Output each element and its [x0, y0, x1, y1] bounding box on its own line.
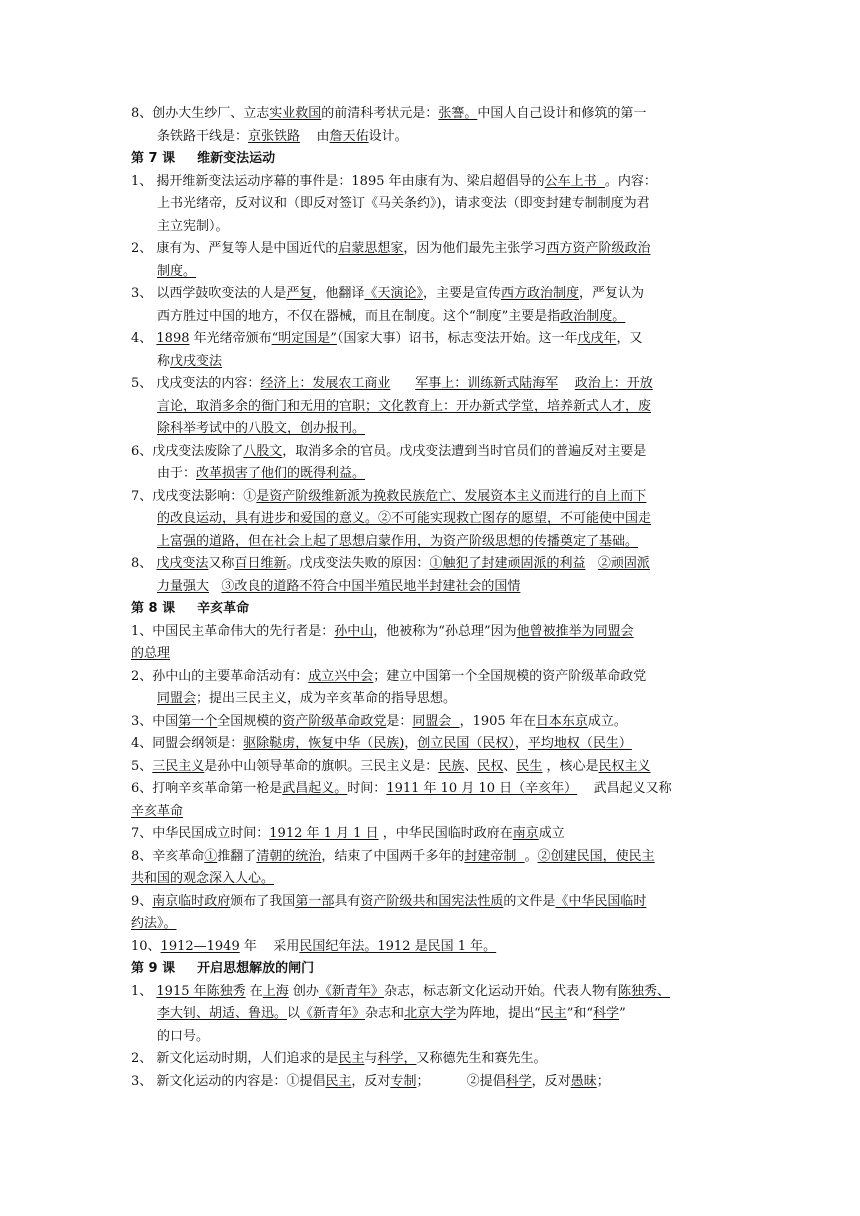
text-run: ，主要是宣传	[422, 286, 501, 301]
text-run: 1、 揭开维新变法运动序幕的事件是：1895 年由康有为、梁启超倡导的	[131, 173, 545, 189]
list-item	[131, 778, 732, 823]
text-line	[131, 621, 732, 644]
text-run: 由	[300, 128, 330, 144]
text-line	[131, 643, 732, 666]
underlined-answer: 驱除鞑虏，恢复中华（民族)	[243, 736, 405, 751]
lesson-number: 第 8 课	[131, 601, 176, 616]
lesson-heading	[131, 148, 732, 171]
text-run: 3、 以西学鼓吹变法的人是	[131, 286, 287, 301]
underlined-answer: 资产阶级革命政党	[282, 713, 387, 729]
list-item	[131, 238, 732, 283]
lesson-title: 辛亥革命	[197, 601, 250, 616]
text-line	[131, 778, 732, 801]
lesson-heading	[131, 958, 732, 981]
underlined-answer: 封建帝制	[464, 848, 525, 864]
underlined-answer: 民生	[516, 758, 543, 774]
underlined-answer: 民主	[338, 1051, 365, 1066]
text-line	[131, 823, 732, 846]
text-run: 6、打响辛亥革命第一枪是	[131, 781, 283, 796]
list-item	[131, 733, 732, 756]
underlined-answer: 的改良运动，具有进步和爱国的意义。②不可能实现救亡图存的愿望，不可能使中国走	[157, 511, 652, 526]
text-run: ”和“	[566, 1006, 594, 1021]
text-run: ，反对	[351, 1073, 391, 1089]
underlined-answer: 1911 年 10 月 10 日（辛亥年）	[386, 781, 578, 796]
text-run: 以	[287, 1006, 301, 1021]
text-run: 8、创办大生纱厂、立志	[131, 106, 270, 121]
text-run: （国家大事）诏书，标志变法开始。这一年	[336, 331, 578, 346]
list-item	[131, 486, 732, 554]
underlined-answer: 戊戌变法	[170, 353, 223, 369]
underlined-answer: 南京临时政府	[152, 893, 231, 909]
text-run: 8、辛亥革命	[131, 848, 205, 864]
text-run: 的文件是	[503, 893, 556, 909]
text-line	[131, 508, 732, 531]
list-item	[131, 553, 732, 598]
underlined-answer: 武昌起义。	[282, 781, 348, 796]
text-run: 是孙中山领导革命的旗帜。三民主义是：	[204, 758, 439, 774]
text-line	[131, 756, 732, 779]
underlined-answer: 民权	[477, 758, 504, 774]
underlined-answer: 经济上：发展农工商业	[260, 376, 391, 391]
text-line	[131, 486, 732, 509]
text-run	[558, 376, 575, 391]
text-line	[131, 846, 732, 869]
lesson-title: 维新变法运动	[197, 151, 276, 166]
text-run: 4、	[131, 331, 157, 346]
text-run: 7、中华民国成立时间：	[131, 826, 270, 841]
underlined-answer: 1898	[156, 331, 190, 346]
text-run: 由于：	[157, 466, 197, 481]
text-run: 2、孙中山的主要革命活动有：	[131, 668, 309, 684]
underlined-answer: 第一部	[295, 893, 335, 909]
underlined-answer: 民主	[325, 1073, 352, 1089]
underlined-answer: 除科举考试中的八股文，创办报刊。	[157, 421, 366, 436]
underlined-answer: 清朝的统治	[256, 848, 322, 864]
text-line	[131, 328, 732, 351]
text-run: 中国人自己设计和修筑的第一	[477, 106, 647, 121]
text-run: 主立宪制）。	[157, 218, 229, 234]
text-run: ，	[514, 736, 528, 751]
underlined-answer: 力量强大	[157, 578, 210, 594]
underlined-answer: 1912—1949	[160, 938, 240, 954]
text-line	[131, 981, 732, 1004]
underlined-answer: 民族	[438, 758, 465, 774]
text-line	[131, 216, 732, 239]
underlined-answer: 平均地权（民生）	[527, 736, 632, 751]
text-run: ，他被称为“孙总理”因为	[373, 623, 517, 639]
text-run: ；提出三民主义，成为辛亥革命的指导思想。	[196, 691, 457, 706]
text-line	[131, 463, 732, 486]
underlined-answer: 李大钊、胡适、鲁迅。	[157, 1006, 288, 1021]
text-run: 成立	[538, 826, 565, 841]
text-run: 。内容：	[604, 173, 657, 189]
text-line	[131, 666, 732, 689]
text-line	[131, 1026, 732, 1049]
underlined-answer: 言论，取消多余的衙门和无用的官职；文化教育上：开办新式学堂，培养新式人才，废	[157, 398, 652, 414]
text-line	[131, 1048, 732, 1071]
text-run: 1、	[131, 983, 157, 999]
text-run: 。	[524, 848, 538, 864]
text-run: 杂志和	[365, 1006, 405, 1021]
text-line	[131, 1071, 732, 1094]
text-run: 8、	[131, 556, 157, 571]
text-run: ，又	[616, 331, 643, 346]
underlined-answer: 詹天佑	[329, 128, 369, 144]
text-line	[131, 733, 732, 756]
text-run: 5、	[131, 758, 153, 774]
text-line	[131, 913, 732, 936]
text-run: 3、 新文化运动的内容是：①提倡	[131, 1073, 326, 1089]
underlined-answer: 孙中山	[334, 623, 374, 639]
text-run	[585, 556, 597, 571]
underlined-answer: 戊戌年	[577, 331, 617, 346]
text-line	[131, 441, 732, 464]
text-line	[131, 1003, 732, 1026]
text-line	[131, 103, 732, 126]
underlined-answer: 军事上：训练新式陆海军	[415, 376, 559, 391]
text-run: 、	[503, 758, 517, 774]
list-item	[131, 711, 732, 734]
text-run: 成立。	[587, 713, 627, 729]
text-line	[131, 531, 732, 554]
text-line	[131, 396, 732, 419]
underlined-answer: 民权主义	[598, 758, 651, 774]
list-item	[131, 103, 732, 148]
underlined-answer: 民国纪年法。1912 是民国 1 年。	[299, 938, 497, 954]
underlined-answer: 他曾被推举为同盟会	[516, 623, 634, 639]
underlined-answer: 京张铁路	[248, 128, 301, 144]
text-line	[131, 306, 732, 329]
text-line	[131, 936, 732, 959]
text-run: 推翻了	[217, 848, 257, 864]
underlined-answer: 陈独秀、	[617, 983, 670, 999]
text-line	[131, 576, 732, 599]
text-run: ； ②提倡	[416, 1073, 506, 1089]
underlined-answer: 制度。	[157, 263, 197, 279]
underlined-answer: 《中华民国临时	[555, 893, 647, 909]
text-line	[131, 801, 732, 824]
text-run: 又称	[208, 556, 235, 571]
list-item	[131, 441, 732, 486]
underlined-answer: 启蒙思想家	[338, 241, 404, 256]
underlined-answer: 愚昧	[570, 1073, 597, 1089]
text-run: ，他翻译	[312, 286, 365, 301]
underlined-answer: 《新青年》	[300, 1006, 366, 1021]
text-run: ，反对	[531, 1073, 571, 1089]
text-run: 杂志，标志新文化运动开始。代表人物有	[383, 983, 618, 999]
text-run: ，	[404, 736, 418, 751]
text-run: 4、同盟会纲领是：	[131, 736, 244, 751]
text-line	[131, 261, 732, 284]
underlined-answer: 三民主义	[152, 758, 205, 774]
text-run: 设计。	[368, 128, 408, 144]
underlined-answer: ②顽固派	[597, 556, 650, 571]
text-line	[131, 126, 732, 149]
underlined-answer: 科学，	[377, 1051, 417, 1066]
text-run: 9、	[131, 893, 153, 909]
underlined-answer: 西方政治制度	[500, 286, 579, 301]
underlined-answer: 同盟会	[157, 691, 197, 706]
text-run	[390, 376, 415, 391]
text-run: 上书光绪帝，反对议和（即反对签订《马关条约》)，请求变法（即变封建专制制度为君	[157, 196, 650, 211]
underlined-answer: 西方资产阶级政治	[546, 241, 651, 256]
text-line	[131, 418, 732, 441]
text-run: ，核心是	[542, 758, 599, 774]
text-run: ；	[596, 1073, 610, 1089]
list-item	[131, 283, 732, 328]
underlined-answer: 南京	[512, 826, 539, 841]
underlined-answer: 第一个	[178, 713, 218, 729]
text-run: ”	[619, 1006, 626, 1021]
text-run: 武昌起义又称	[577, 781, 672, 796]
underlined-answer: 上海	[262, 983, 289, 999]
underlined-answer: 的总理	[131, 646, 171, 661]
underlined-answer: 政治制度。	[560, 308, 626, 324]
text-run: 颁布了我国	[230, 893, 296, 909]
underlined-answer: 戊戌变法	[156, 556, 209, 571]
text-run	[209, 579, 221, 594]
text-line	[131, 238, 732, 261]
underlined-answer: 日本东京	[535, 713, 588, 729]
underlined-answer: ①	[204, 848, 218, 864]
underlined-answer: 实业救国	[269, 106, 322, 121]
underlined-answer: 科学	[593, 1006, 620, 1021]
text-run: ，1905 年在	[459, 713, 536, 729]
lesson-heading	[131, 598, 732, 621]
text-run: 5、 戊戌变法的内容：	[131, 376, 261, 391]
text-run: 是：	[386, 713, 413, 729]
text-run: 的前清科考状元是：	[321, 106, 439, 121]
text-run: 为阵地，提出“	[456, 1006, 541, 1021]
text-run: 10、	[131, 938, 161, 954]
underlined-answer: 创立民国（民权）	[417, 736, 515, 751]
list-item	[131, 846, 732, 891]
text-run: 7、戊戌变法影响：①	[131, 488, 257, 504]
underlined-answer: 科学	[505, 1073, 532, 1089]
text-run: ，取消多余的官员。戊戌变法遭到当时官员们的普遍反对主要是	[282, 443, 647, 459]
text-run: 全国规模的	[217, 713, 283, 729]
list-item	[131, 756, 732, 779]
underlined-answer: 百日维新	[234, 556, 287, 571]
list-item	[131, 621, 732, 666]
underlined-answer: 同盟会	[412, 713, 460, 729]
list-item	[131, 666, 732, 711]
underlined-answer: ②创建民国，使民主	[537, 848, 655, 864]
underlined-answer: 政治上：开放	[574, 376, 653, 391]
text-run: 创办	[288, 983, 319, 999]
underlined-answer: 改革损害了他们的既得利益。	[196, 466, 366, 481]
underlined-answer: 民主	[540, 1006, 567, 1021]
underlined-answer: 辛亥革命	[131, 803, 184, 819]
underlined-answer: 是资产阶级维新派为挽救民族危亡、发展资本主义而进行的自上而下	[256, 488, 647, 504]
text-line	[131, 193, 732, 216]
text-run: ，结束了中国两千多年的	[321, 848, 465, 864]
text-line	[131, 868, 732, 891]
underlined-answer: 专制	[390, 1073, 417, 1089]
text-run: 。戊戌变法失败的原因：	[286, 556, 430, 571]
text-run: 1、中国民主革命伟大的先行者是：	[131, 623, 335, 639]
underlined-answer: 上富强的道路，但在社会上起了思想启蒙作用，为资产阶级思想的传播奠定了基础。	[157, 533, 639, 549]
text-line	[131, 711, 732, 734]
list-item	[131, 936, 732, 959]
underlined-answer: ③改良的道路不符合中国半殖民地半封建社会的国情	[221, 578, 521, 594]
text-run: 西方胜过中国的地方，不仅在器械，而且在制度。这个“制度”主要是指	[157, 308, 561, 324]
text-run: 2、 新文化运动时期，人们追求的是	[131, 1051, 339, 1066]
list-item	[131, 823, 732, 846]
text-run: 与	[364, 1051, 378, 1066]
text-line	[131, 373, 732, 396]
text-line	[131, 891, 732, 914]
text-run: 、	[464, 758, 478, 774]
lesson-number: 第 9 课	[131, 961, 176, 976]
list-item	[131, 1071, 732, 1094]
underlined-answer: ①触犯了封建顽固派的利益	[429, 556, 586, 571]
list-item	[131, 891, 732, 936]
text-run: 2、 康有为、严复等人是中国近代的	[131, 241, 339, 256]
text-run: 称	[157, 353, 171, 369]
underlined-answer: 共和国的观念深入人心。	[131, 871, 275, 886]
text-run: 时间：	[347, 781, 387, 796]
text-run: 又称德先生和赛先生。	[416, 1051, 547, 1066]
underlined-answer: 约法》。	[131, 916, 177, 931]
text-run: ；建立中国第一个全国规模的资产阶级革命政党	[373, 668, 647, 684]
list-item	[131, 373, 732, 441]
text-line	[131, 688, 732, 711]
underlined-answer: 成立兴中会	[308, 668, 374, 684]
text-run: 年光绪帝颁布	[189, 331, 272, 346]
lesson-title: 开启思想解放的闸门	[197, 961, 315, 976]
underlined-answer: 北京大学	[404, 1006, 457, 1021]
text-run: 6、戊戌变法废除了	[131, 443, 244, 459]
text-line	[131, 351, 732, 374]
text-run: 的口号。	[157, 1028, 210, 1044]
list-item	[131, 981, 732, 1049]
underlined-answer: 资产阶级共和国宪法性质	[360, 893, 504, 909]
lesson-number: 第 7 课	[131, 151, 176, 166]
text-run: ，中华民国临时政府在	[378, 826, 513, 841]
text-line	[131, 171, 732, 194]
underlined-answer: 《天演论》	[364, 286, 423, 301]
text-line	[131, 283, 732, 306]
text-run: ，严复认为	[578, 286, 644, 301]
text-line	[131, 553, 732, 576]
underlined-answer: 《新青年》	[318, 983, 384, 999]
list-item	[131, 171, 732, 239]
underlined-answer: 1912 年 1 月 1 日	[269, 826, 379, 841]
list-item	[131, 328, 732, 373]
list-item	[131, 1048, 732, 1071]
underlined-answer: 1915 年陈独秀	[156, 983, 246, 999]
underlined-answer: 严复	[286, 286, 313, 301]
text-run: 条铁路干线是：	[157, 128, 249, 144]
underlined-answer: 公车上书	[544, 173, 605, 189]
text-run: 在	[245, 983, 263, 999]
underlined-answer: “明定国是”	[271, 331, 337, 346]
text-run: 3、中国	[131, 713, 179, 729]
text-run: ，因为他们最先主张学习	[403, 241, 547, 256]
underlined-answer: 张謇。	[438, 106, 478, 121]
underlined-answer: 八股文	[243, 443, 283, 459]
text-run: 具有	[334, 893, 361, 909]
text-run: 年 采用	[239, 938, 300, 954]
